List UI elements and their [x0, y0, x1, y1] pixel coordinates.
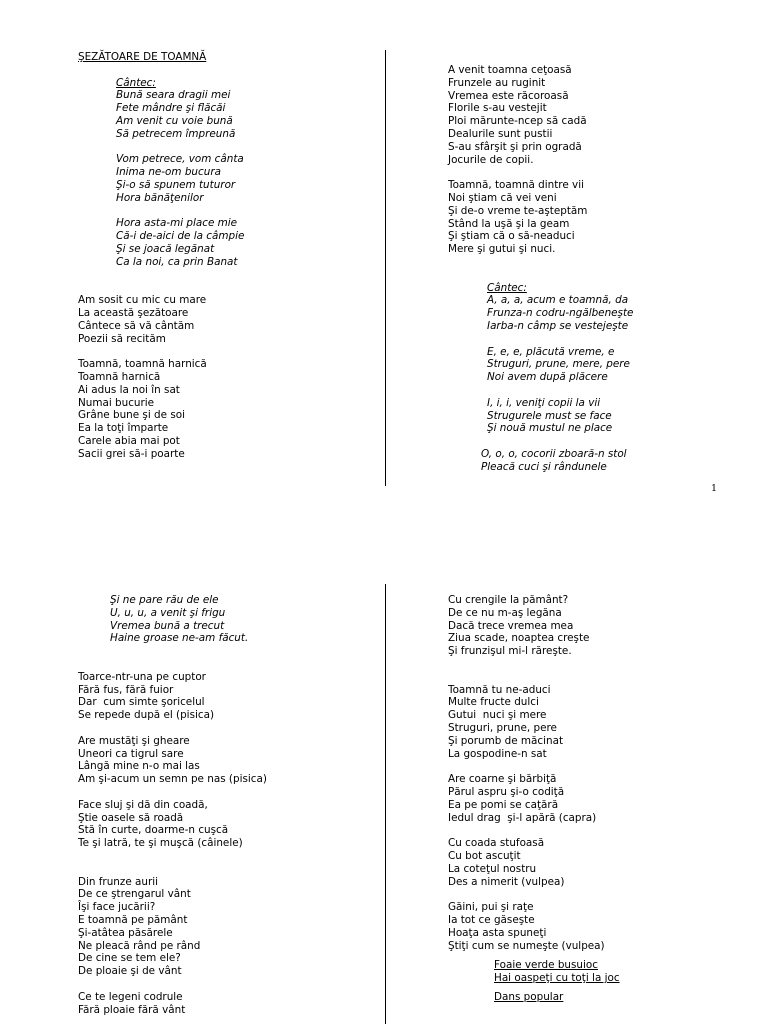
- document-title: ŞEZĂTOARE DE TOAMNĂ: [78, 51, 207, 63]
- verse-line: E, e, e, plăcută vreme, e: [487, 345, 615, 358]
- verse-line: Noi ştiam că vei veni: [448, 191, 557, 204]
- verse-line: De ploaie şi de vânt: [78, 965, 182, 978]
- verse-line: Bună seara dragii mei: [116, 89, 231, 102]
- verse-line: Ai adus la noi în sat: [78, 383, 180, 396]
- verse-line: Toamnă, toamnă harnică: [78, 358, 207, 371]
- riddle-line: Cu bot ascuţit: [448, 849, 521, 862]
- verse-line: Noi avem după plăcere: [487, 371, 608, 384]
- verse-line: De ce nu m-aş legăna: [448, 606, 562, 619]
- left-column: [78, 594, 267, 1016]
- column-divider: [385, 584, 386, 1024]
- song-heading: Cântec:: [487, 281, 527, 294]
- riddle-line: Hoaţa asta spuneţi: [448, 926, 547, 939]
- verse-line: E toamnă pe pământ: [78, 913, 188, 926]
- verse-line: Iarba-n câmp se vestejeşte: [487, 319, 629, 332]
- riddle-line: Fără fus, fără fuior: [78, 683, 174, 696]
- riddle-line: Dar cum simte şoricelul: [78, 696, 205, 709]
- riddle-line: Ia tot ce găseşte: [448, 913, 535, 926]
- verse-line: Grâne bune şi de soi: [78, 409, 185, 422]
- verse-line: Şi-o să spunem tuturor: [116, 178, 236, 191]
- verse-line: Toamnă, toamnă dintre vii: [448, 179, 584, 192]
- verse-line: Şi nouă mustul ne place: [487, 422, 613, 435]
- riddle-line: Face sluj şi dă din coadă,: [78, 798, 208, 811]
- verse-line: Dacă trece vremea mea: [448, 619, 574, 632]
- verse-line: De ce ştrengarul vânt: [78, 888, 191, 901]
- verse-line: Haine groase ne-am făcut.: [110, 632, 249, 645]
- riddle-line: Găini, pui şi raţe: [448, 901, 534, 914]
- riddle-line: Părul aspru şi-o codiţă: [448, 785, 565, 798]
- verse-line: Dealurile sunt pustii: [448, 127, 553, 140]
- verse-line: Mere şi gutui şi nuci.: [448, 243, 556, 256]
- verse-line: Fără ploaie fără vânt: [78, 1003, 186, 1016]
- verse-line: A venit toamna ceţoasă: [448, 64, 572, 76]
- verse-line: Frunza-n codru-ngălbeneşte: [487, 307, 634, 320]
- verse-line: Ea la toţi împarte: [78, 422, 169, 435]
- verse-line: Ziua scade, noaptea creşte: [448, 632, 590, 645]
- verse-line: Vremea este răcoroasă: [448, 89, 569, 102]
- verse-line: Vremea bună a trecut: [110, 619, 225, 632]
- verse-line: Sacii grei să-i poarte: [78, 447, 185, 460]
- verse-line: Şi de-o vreme te-aşteptăm: [448, 204, 588, 217]
- verse-line: Ploi mărunte-ncep să cadă: [448, 115, 587, 128]
- verse-line: Hora bănăţenilor: [116, 191, 204, 204]
- verse-line: Toamnă tu ne-aduci: [448, 683, 551, 696]
- verse-line: Am sosit cu mic cu mare: [78, 294, 207, 307]
- verse-line: Şi frunzişul mi-l răreşte.: [448, 645, 572, 658]
- verse-line: A, a, a, acum e toamnă, da: [487, 294, 629, 307]
- verse-line: Din frunze aurii: [78, 875, 159, 888]
- verse-line: Şi se joacă legănat: [116, 242, 215, 255]
- verse-line: Cântece să vă cântăm: [78, 319, 195, 332]
- riddle-line: Toarce-ntr-una pe cuptor: [78, 670, 206, 683]
- riddle-line: Cu coada stufoasă: [448, 837, 545, 850]
- riddle-line: Se repede după el (pisica): [78, 709, 215, 722]
- verse-line: Ca la noi, ca prin Banat: [116, 255, 238, 268]
- verse-line: Struguri, prune, pere: [448, 721, 557, 734]
- riddle-line: Are mustăţi şi gheare: [78, 734, 190, 747]
- verse-line: Cu crengile la pământ?: [448, 594, 569, 606]
- verse-line: Să petrecem împreună: [116, 127, 236, 140]
- dance-title: Dans popular: [494, 990, 564, 1003]
- verse-line: Jocurile de copii.: [448, 153, 534, 166]
- riddle-line: Te şi latră, te şi muşcă (câinele): [78, 837, 243, 850]
- verse-line: La gospodine-n sat: [448, 747, 547, 760]
- verse-line: Am venit cu voie bună: [116, 114, 233, 127]
- verse-line: Ce te legeni codrule: [78, 990, 183, 1003]
- verse-line: Şi porumb de măcinat: [448, 734, 564, 747]
- right-column: [448, 594, 620, 1004]
- verse-line: U, u, u, a venit şi frigu: [110, 606, 226, 619]
- verse-line: Îşi face jucării?: [78, 901, 156, 914]
- verse-line: Numai bucurie: [78, 396, 155, 409]
- verse-line: Florile s-au vestejit: [448, 102, 547, 115]
- riddle-line: Ştie oasele să roadă: [78, 811, 184, 824]
- verse-line: Poezii să recităm: [78, 332, 166, 345]
- riddle-line: Des a nimerit (vulpea): [448, 875, 565, 888]
- verse-line: Hora asta-mi place mie: [116, 217, 238, 230]
- song-heading: Cântec:: [116, 76, 156, 89]
- riddle-line: Stă în curte, doarme-n cuşcă: [78, 824, 229, 837]
- verse-line: Multe fructe dulci: [448, 696, 539, 709]
- verse-line: Stând la uşă şi la geam: [448, 217, 570, 230]
- verse-line: Că-i de-aici de la câmpie: [116, 230, 245, 243]
- verse-line: Şi-atâtea păsărele: [78, 926, 173, 939]
- verse-line: Ne pleacă rând pe rând: [78, 939, 201, 952]
- verse-line: Şi ne pare rău de ele: [110, 594, 219, 606]
- riddle-line: Iedul drag şi-l apără (capra): [448, 811, 597, 824]
- riddle-line: Are coarne şi bărbiţă: [448, 773, 557, 786]
- verse-line: Vom petrece, vom cânta: [116, 153, 244, 166]
- verse-line: I, i, i, veniţi copii la vii: [487, 396, 601, 409]
- verse-line: S-au sfârşit şi prin ogradă: [448, 140, 582, 153]
- song-title-line: Hai oaspeţi cu toţi la joc: [494, 972, 620, 985]
- verse-line: Strugurele must se face: [487, 409, 612, 422]
- riddle-line: La coteţul nostru: [448, 862, 537, 875]
- verse-line: Struguri, prune, mere, pere: [487, 358, 630, 371]
- page-number: 1: [711, 483, 718, 494]
- verse-line: Fete mândre şi flăcăi: [116, 102, 226, 115]
- verse-line: Gutui nuci şi mere: [448, 709, 547, 722]
- riddle-line: Uneori ca tigrul sare: [78, 747, 184, 760]
- verse-line: De cine se tem ele?: [78, 952, 181, 965]
- verse-line: O, o, o, cocorii zboară-n stol: [481, 447, 627, 460]
- verse-line: Şi ştiam că o să-neaduci: [448, 230, 575, 243]
- riddle-line: Ea pe pomi se caţără: [448, 798, 559, 811]
- verse-line: La această şezătoare: [78, 306, 189, 319]
- verse-line: Inima ne-om bucura: [116, 166, 221, 179]
- verse-line: Toamnă harnică: [78, 370, 161, 383]
- riddle-line: Am şi-acum un semn pe nas (pisica): [78, 773, 267, 786]
- riddle-line: Lângă mine n-o mai las: [78, 760, 200, 773]
- verse-line: Frunzele au ruginit: [448, 76, 546, 89]
- riddle-line: Ştiţi cum se numeşte (vulpea): [448, 939, 605, 952]
- verse-line: Pleacă cuci şi rândunele: [481, 460, 607, 473]
- song-title-line: Foaie verde busuioc: [494, 959, 598, 972]
- verse-line: Carele abia mai pot: [78, 434, 180, 447]
